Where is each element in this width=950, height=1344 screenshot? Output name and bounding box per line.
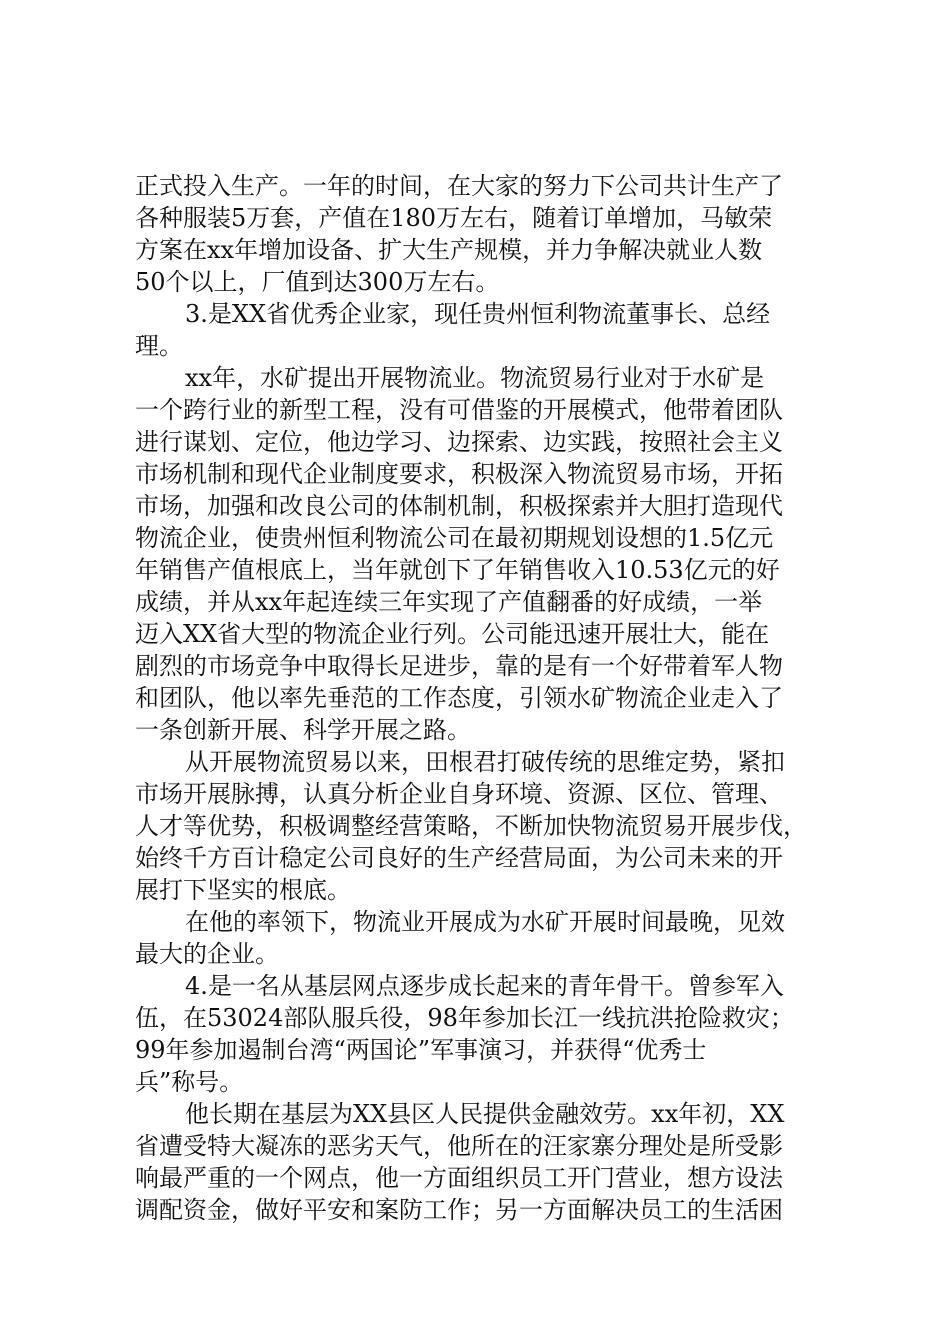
text-line: 在他的率领下，物流业开展成为水矿开展时间最晚，见效 [185,908,785,936]
text-line: 伍，在53024部队服兵役，98年参加长江一线抗洪抢险救灾； [135,1004,794,1032]
text-line: 响最严重的一个网点，他一方面组织员工开门营业，想方设法 [135,1164,783,1192]
text-line: 一条创新开展、科学开展之路。 [135,716,471,744]
text-line: 始终千方百计稳定公司良好的生产经营局面，为公司未来的开 [135,844,783,872]
text-line: 3.是XX省优秀企业家，现任贵州恒利物流董事长、总经 [185,300,771,328]
text-line: 正式投入生产。一年的时间，在大家的努力下公司共计生产了 [135,172,783,200]
text-line: 物流企业，使贵州恒利物流公司在最初期规划设想的1.5亿元 [135,524,774,552]
text-line: 99年参加遏制台湾“两国论”军事演习，并获得“优秀士 [135,1036,707,1064]
text-line: 市场开展脉搏，认真分析企业自身环境、资源、区位、管理、 [135,780,783,808]
text-line: 一个跨行业的新型工程，没有可借鉴的开展模式，他带着团队 [135,396,783,424]
text-line: 方案在xx年增加设备、扩大生产规模，并力争解决就业人数 [135,236,763,264]
text-line: 市场机制和现代企业制度要求，积极深入物流贸易市场，开拓 [135,460,783,488]
text-line: 调配资金，做好平安和案防工作；另一方面解决员工的生活困 [135,1196,783,1224]
text-line: 年销售产值根底上，当年就创下了年销售收入10.53亿元的好 [135,556,780,584]
text-line: 迈入XX省大型的物流企业行列。公司能迅速开展壮大，能在 [135,620,770,648]
text-line: xx年，水矿提出开展物流业。物流贸易行业对于水矿是 [185,364,765,392]
text-line: 省遭受特大凝冻的恶劣天气，他所在的汪家寨分理处是所受影 [135,1132,783,1160]
text-line: 他长期在基层为XX县区人民提供金融效劳。xx年初，XX [185,1100,785,1128]
text-line: 剧烈的市场竞争中取得长足进步，靠的是有一个好带着军人物 [135,652,783,680]
text-line: 各种服装5万套，产值在180万左右，随着订单增加，马敏荣 [135,204,773,232]
text-line: 50个以上，厂值到达300万左右。 [135,268,500,296]
text-line: 人才等优势，积极调整经营策略，不断加快物流贸易开展步伐， [135,812,807,840]
text-line: 展打下坚实的根底。 [135,876,351,904]
text-line: 理。 [135,332,183,360]
text-line: 4.是一名从基层网点逐步成长起来的青年骨干。曾参军入 [185,972,784,1000]
text-line: 兵”称号。 [135,1068,244,1096]
text-line: 最大的企业。 [135,940,279,968]
document-body [135,170,835,1226]
text-line: 市场，加强和改良公司的体制机制，积极探索并大胆打造现代 [135,492,783,520]
text-line: 从开展物流贸易以来，田根君打破传统的思维定势，紧扣 [185,748,785,776]
text-line: 和团队，他以率先垂范的工作态度，引领水矿物流企业走入了 [135,684,783,712]
text-line: 成绩，并从xx年起连续三年实现了产值翻番的好成绩，一举 [135,588,763,616]
text-line: 进行谋划、定位，他边学习、边探索、边实践，按照社会主义 [135,428,783,456]
